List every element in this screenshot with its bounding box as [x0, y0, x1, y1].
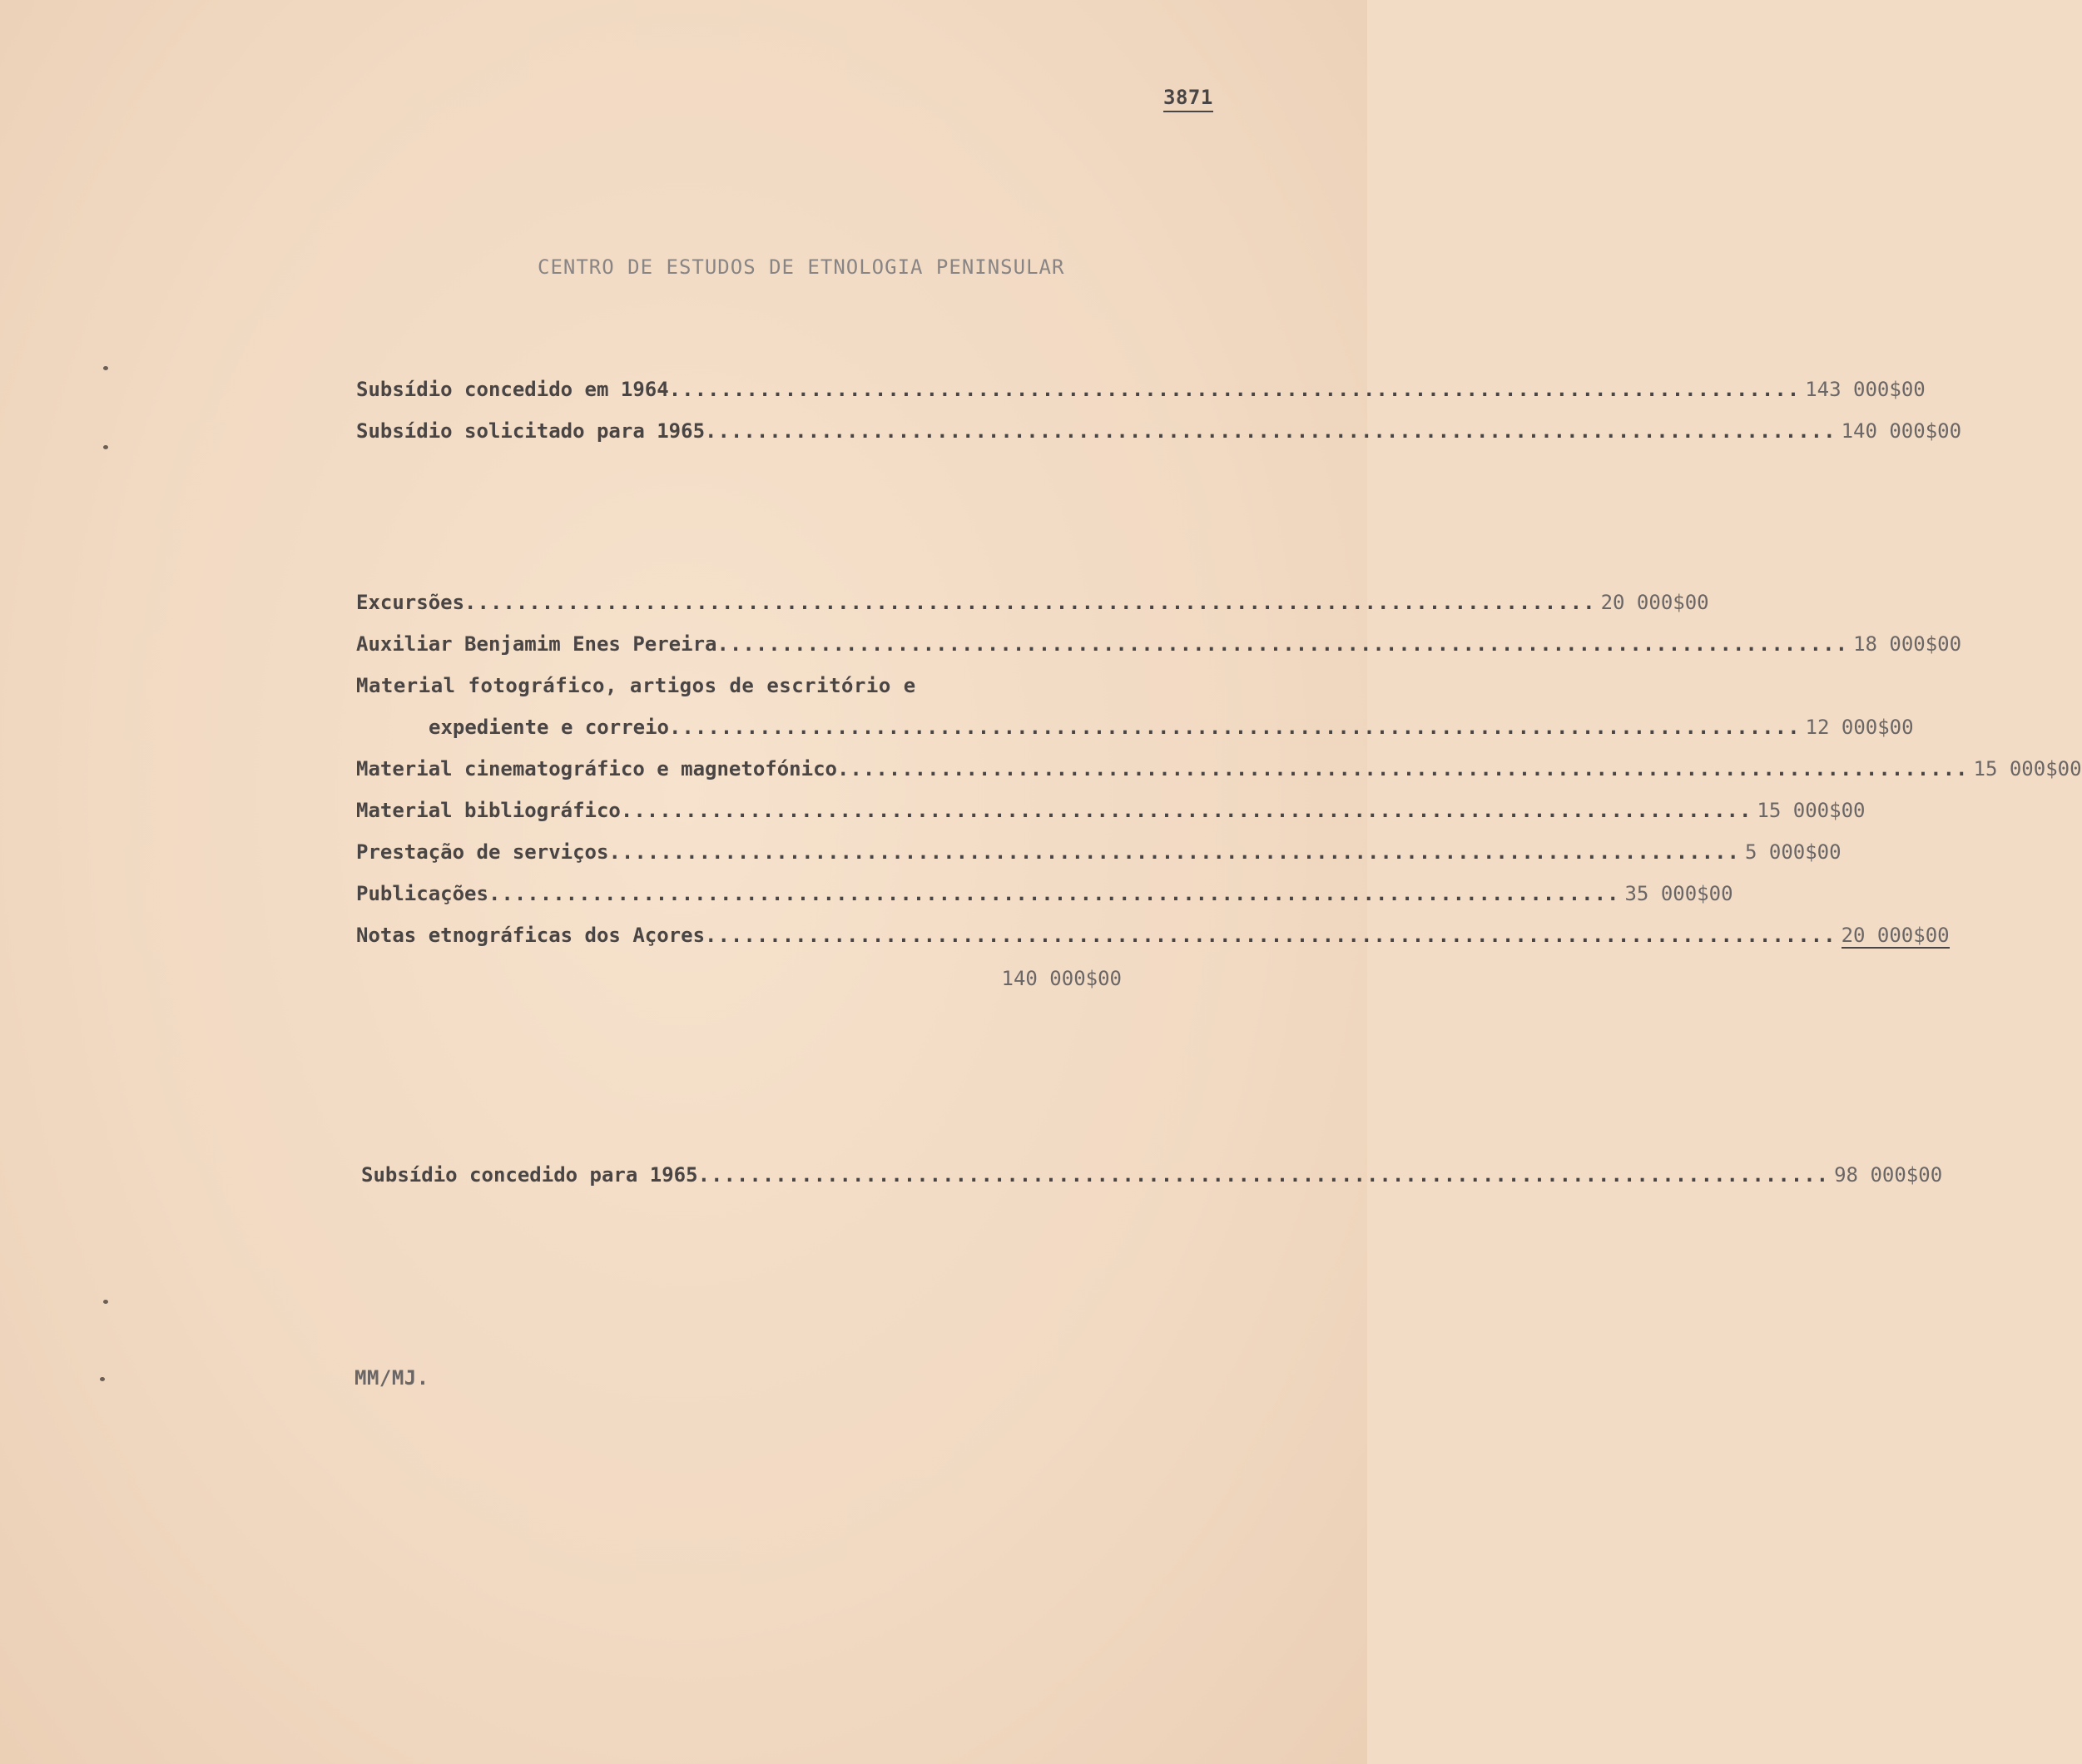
- item-label: Excursões: [356, 591, 465, 614]
- granted-row: [361, 1163, 1943, 1187]
- summary-amount: 143 000$00: [1805, 378, 1926, 401]
- dot-leader: ........................................................................................: [836, 757, 1969, 780]
- dot-leader: ........................................................................................: [608, 840, 1740, 864]
- budget-item: [356, 757, 2082, 780]
- item-label: Publicações: [356, 882, 488, 905]
- paper-speck: [103, 445, 108, 449]
- summary-row-requested-1965: [356, 419, 1962, 443]
- item-label: Prestação de serviços: [356, 840, 609, 864]
- item-amount: 35 000$00: [1624, 882, 1733, 905]
- item-amount: 15 000$00: [1757, 799, 1866, 822]
- budget-item: [356, 591, 1709, 614]
- dot-leader: ........................................................................................: [464, 591, 1596, 614]
- budget-item: [429, 716, 1914, 739]
- budget-item: [356, 924, 1950, 949]
- summary-amount: 140 000$00: [1841, 419, 1962, 443]
- item-amount: 18 000$00: [1853, 632, 1962, 656]
- summary-row-granted-1964: [356, 378, 1926, 401]
- total-amount: 140 000$00: [1001, 967, 1122, 990]
- granted-label: Subsídio concedido para 1965: [361, 1163, 698, 1187]
- item-label-continued: expediente e correio: [429, 716, 669, 739]
- dot-leader: ........................................................................................: [705, 419, 1837, 443]
- item-amount: 12 000$00: [1805, 716, 1914, 739]
- granted-amount: 98 000$00: [1834, 1163, 1943, 1187]
- item-amount: 20 000$00: [1841, 924, 1950, 947]
- budget-item: [356, 840, 1842, 864]
- dot-leader: ........................................................................................: [488, 882, 1620, 905]
- summary-label: Subsídio concedido em 1964: [356, 378, 669, 401]
- dot-leader: ........................................................................................: [697, 1163, 1830, 1187]
- item-label: Material fotográfico, artigos de escritório e: [356, 674, 916, 697]
- dot-leader: ........................................................................................: [620, 799, 1752, 822]
- document-title: CENTRO DE ESTUDOS DE ETNOLOGIA PENINSULAR: [538, 255, 1065, 279]
- dot-leader: ........................................................................................: [668, 716, 1801, 739]
- paper-speck: [100, 1377, 105, 1381]
- summary-label: Subsídio solicitado para 1965: [356, 419, 706, 443]
- item-amount: 15 000$00: [1973, 757, 2082, 780]
- paper-speck: [103, 1300, 108, 1304]
- item-amount: 20 000$00: [1600, 591, 1709, 614]
- item-amount: 5 000$00: [1744, 840, 1842, 864]
- dot-leader: ........................................................................................: [668, 378, 1801, 401]
- budget-item: [356, 882, 1733, 905]
- page-number: 3871: [1163, 86, 1213, 112]
- dot-leader: ........................................................................................: [705, 924, 1837, 947]
- typist-initials: MM/MJ.: [354, 1366, 429, 1390]
- budget-item: [356, 799, 1866, 822]
- paper-speck: [103, 366, 108, 370]
- item-label: Notas etnográficas dos Açores: [356, 924, 706, 947]
- dot-leader: ........................................................................................: [716, 632, 1849, 656]
- budget-item: [356, 632, 1962, 656]
- item-label: Material cinematográfico e magnetofónico: [356, 757, 837, 780]
- item-label: Material bibliográfico: [356, 799, 621, 822]
- item-label: Auxiliar Benjamim Enes Pereira: [356, 632, 717, 656]
